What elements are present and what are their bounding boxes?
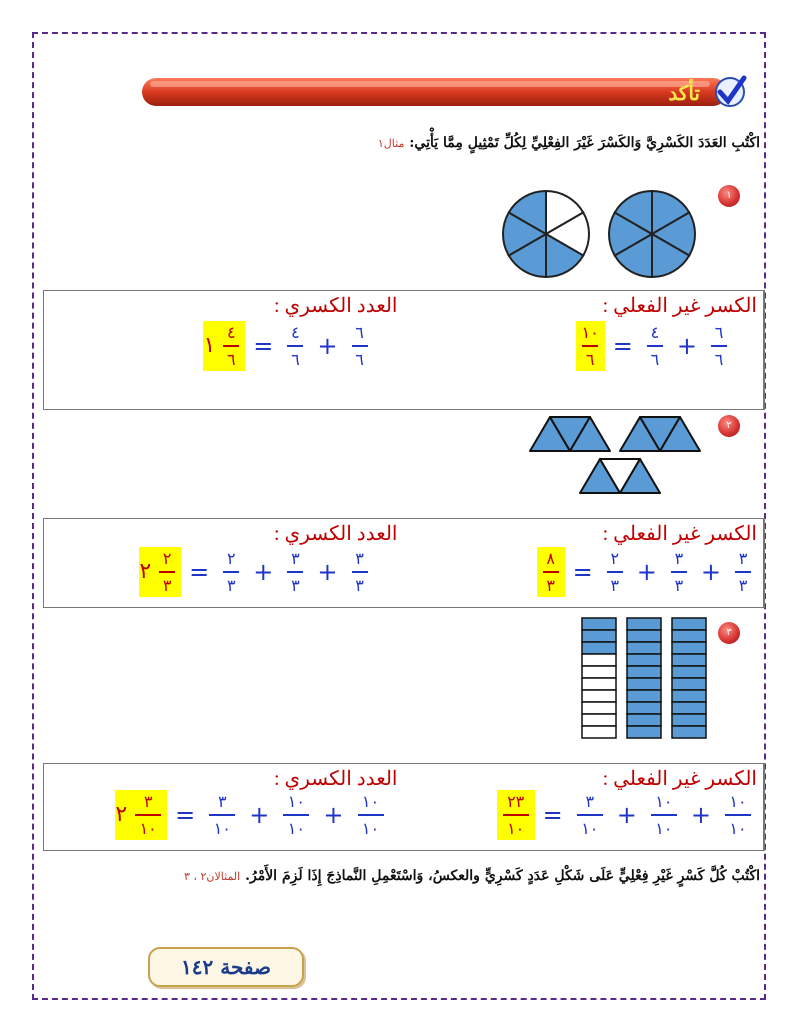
- fraction: $\frac{٣}{٣}$: [287, 549, 303, 595]
- circle-full: [609, 191, 695, 277]
- improper-equation: [576, 321, 733, 371]
- fraction: $\frac{٢٣}{١٠}$: [503, 792, 529, 838]
- mixed-whole: ٢: [115, 802, 128, 828]
- instruction: [150, 135, 760, 151]
- improper-label: الكسر غير الفعلي :: [602, 295, 757, 317]
- fraction: $\frac{١٠}{١٠}$: [283, 792, 309, 838]
- circle-partial: [503, 191, 589, 277]
- answer-box-3: [43, 763, 765, 851]
- fraction: $\frac{١٠}{١٠}$: [725, 792, 751, 838]
- mixed-answer: [139, 547, 181, 597]
- mixed-equation: [203, 321, 373, 371]
- improper-cell: [404, 519, 765, 607]
- bars-model: [580, 616, 712, 740]
- fraction: $\frac{٤}{٦}$: [287, 323, 303, 369]
- fraction: $\frac{٣}{١٠}$: [209, 792, 235, 838]
- improper-answer: [576, 321, 605, 371]
- improper-answer: [497, 790, 535, 840]
- fraction: $\frac{١٠}{١٠}$: [651, 792, 677, 838]
- mixed-label: العدد الكسري :: [274, 768, 398, 790]
- equals-sign: =: [542, 800, 563, 829]
- answer-box-1: [43, 290, 765, 410]
- plus-sign: +: [253, 557, 274, 586]
- improper-answer: [537, 547, 565, 597]
- section-banner: [140, 74, 752, 110]
- fraction: $\frac{٢}{٣}$: [223, 549, 239, 595]
- answer-box-2: [43, 518, 765, 608]
- improper-cell: [404, 764, 765, 850]
- footer-instruction-text: اكْتُبْ كُلَّ كَسْرٍ غَيْرِ فِعْلِيٍّ عَلَى شَكْلِ عَدَدٍ كَسْرِيٍّ والعكسُ، وَاسْتَعْمِلِ النَّماذِجَ إِذَا لَزِمَ الأَمْرُ.: [245, 868, 760, 884]
- circles-model: [500, 188, 710, 280]
- plus-sign: +: [676, 331, 697, 360]
- fraction: $\frac{٣}{٣}$: [352, 549, 368, 595]
- mixed-cell: [44, 291, 404, 409]
- check-icon: [716, 78, 744, 106]
- page-frame: [32, 32, 766, 1000]
- fraction: $\frac{١٠}{١٠}$: [358, 792, 384, 838]
- fraction: $\frac{٣}{١٠}$: [577, 792, 603, 838]
- mixed-label: العدد الكسري :: [274, 295, 398, 317]
- instruction-text: اكْتُبِ العَدَدَ الكَسْرِيَّ وَالكَسْرَ غَيْرَ الفِعْلِيِّ لِكُلِّ تَمْثِيلٍ مِمَّا يَأْتِي:: [409, 135, 760, 151]
- equals-sign: =: [572, 557, 593, 586]
- fraction: $\frac{٣}{١٠}$: [135, 792, 161, 838]
- fraction: $\frac{٣}{٣}$: [671, 549, 687, 595]
- plus-sign: +: [636, 557, 657, 586]
- mixed-label: العدد الكسري :: [274, 523, 398, 545]
- fraction: $\frac{١٠}{٦}$: [581, 323, 599, 369]
- mixed-cell: [44, 764, 404, 850]
- page-number: صفحة ١٤٢: [148, 947, 304, 987]
- plus-sign: +: [317, 331, 338, 360]
- plus-sign: +: [616, 800, 637, 829]
- banner-title: تأكد: [668, 81, 700, 105]
- mixed-equation: [115, 790, 389, 840]
- plus-sign: +: [700, 557, 721, 586]
- equals-sign: =: [253, 331, 274, 360]
- improper-cell: [404, 291, 765, 409]
- mixed-equation: [139, 547, 373, 597]
- equals-sign: =: [612, 331, 633, 360]
- fraction: $\frac{٣}{٣}$: [735, 549, 751, 595]
- plus-sign: +: [249, 800, 270, 829]
- improper-equation: [537, 547, 757, 597]
- mixed-whole: ٢: [139, 559, 152, 585]
- plus-sign: +: [317, 557, 338, 586]
- fraction: $\frac{٦}{٦}$: [711, 323, 727, 369]
- mixed-answer: [115, 790, 167, 840]
- problem-number-badge: ١: [718, 185, 740, 207]
- fraction: $\frac{٨}{٣}$: [543, 549, 559, 595]
- improper-equation: [497, 790, 757, 840]
- problem-number-badge: ٣: [718, 622, 740, 644]
- fraction: $\frac{٤}{٦}$: [647, 323, 663, 369]
- equals-sign: =: [189, 557, 210, 586]
- problem-number-badge: ٢: [718, 415, 740, 437]
- improper-label: الكسر غير الفعلي :: [602, 523, 757, 545]
- fraction: $\frac{٤}{٦}$: [223, 323, 239, 369]
- mixed-whole: ١: [203, 333, 216, 359]
- mixed-answer: [203, 321, 245, 371]
- fraction: $\frac{٢}{٣}$: [607, 549, 623, 595]
- equals-sign: =: [175, 800, 196, 829]
- example-ref: مثال١: [377, 137, 405, 150]
- plus-sign: +: [690, 800, 711, 829]
- plus-sign: +: [323, 800, 344, 829]
- improper-label: الكسر غير الفعلي :: [602, 768, 757, 790]
- triangles-model: [528, 415, 708, 497]
- fraction: $\frac{٢}{٣}$: [159, 549, 175, 595]
- fraction: $\frac{٦}{٦}$: [352, 323, 368, 369]
- footer-example-ref: المثالان٢ ، ٣: [184, 870, 241, 883]
- mixed-cell: [44, 519, 404, 607]
- footer-instruction: [110, 868, 760, 884]
